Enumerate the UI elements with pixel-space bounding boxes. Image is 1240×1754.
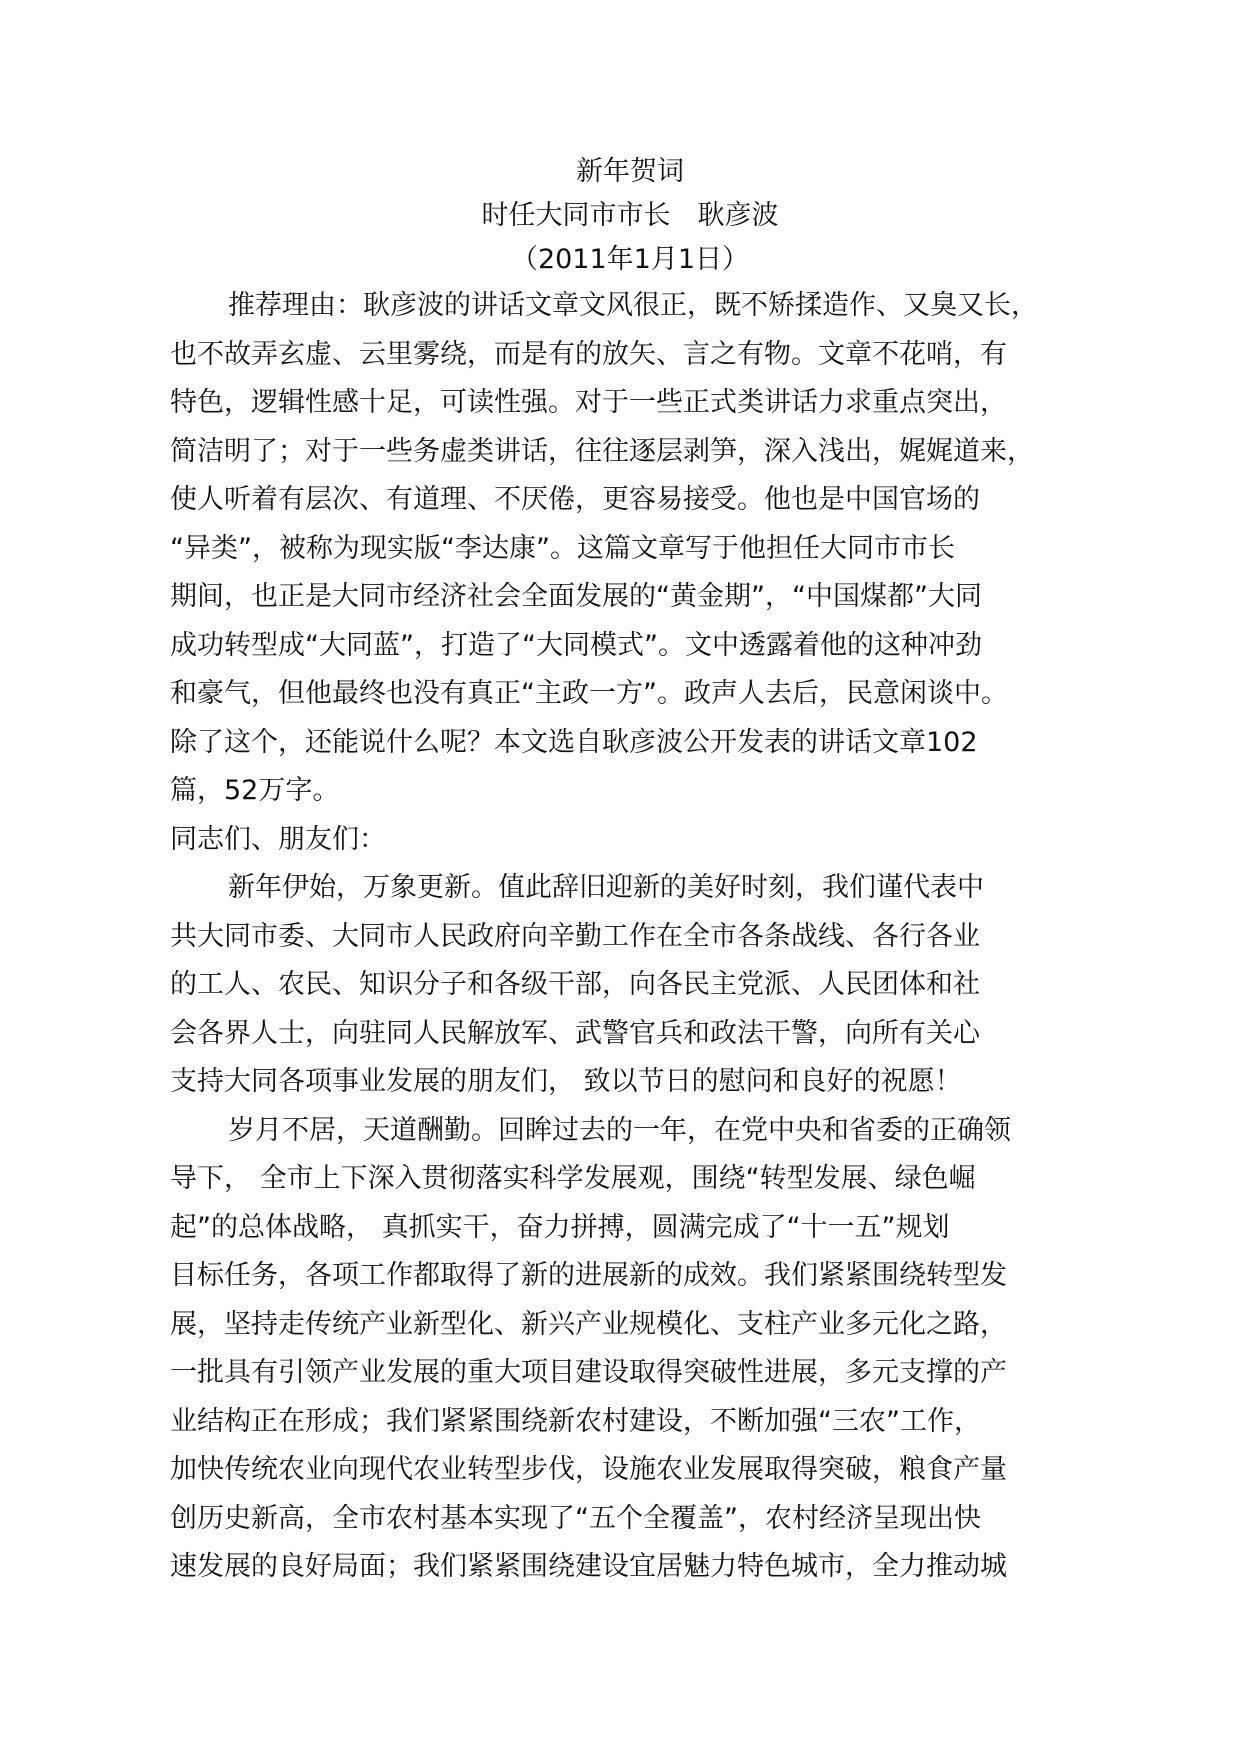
text-line: 成功转型成“大同蓝”，打造了“大同模式”。文中透露着他的这种冲劲	[170, 629, 982, 661]
text-line: 一批具有引领产业发展的重大项目建设取得突破性进展，多元支撑的产	[170, 1357, 1007, 1388]
document-date: （2011年1月1日）	[510, 244, 750, 275]
text-line: 除了这个，还能说什么呢？本文选自耿彦波公开发表的讲话文章102	[170, 726, 978, 758]
text-line: 推荐理由：耿彦波的讲话文章文风很正，既不矫揉造作、又臭又长，	[228, 290, 1038, 321]
text-line: 业结构正在形成；我们紧紧围绕新农村建设，不断加强“三农”工作，	[170, 1405, 981, 1437]
text-line: 创历史新高，全市农村基本实现了“五个全覆盖”，农村经济呈现出快	[170, 1502, 981, 1534]
text-line: “异类”，被称为现实版“李达康”。这篇文章写于他担任大同市市长	[170, 532, 955, 564]
text-line: 共大同市委、大同市人民政府向辛勤工作在全市各条战线、各行各业	[170, 920, 980, 952]
greeting-paragraph	[170, 864, 1090, 1107]
text-line: 期间，也正是大同市经济社会全面发展的“黄金期”，“中国煤都”大同	[170, 581, 982, 612]
text-line: 支持大同各项事业发展的朋友们， 致以节日的慰问和良好的祝愿！	[170, 1066, 962, 1097]
document-title: 新年贺词	[576, 156, 684, 187]
text-line: 导下， 全市上下深入贯彻落实科学发展观，围绕“转型发展、绿色崛	[170, 1163, 976, 1194]
text-line: 和豪气，但他最终也没有真正“主政一方”。政声人去后，民意闲谈中。	[170, 678, 1008, 709]
salutation	[170, 816, 1090, 865]
salutation-text: 同志们、朋友们：	[170, 823, 386, 855]
text-line: 新年伊始，万象更新。值此辞旧迎新的美好时刻，我们谨代表中	[228, 872, 984, 903]
text-line: 篇，52万字。	[170, 775, 340, 806]
text-line: 特色，逻辑性感十足，可读性强。对于一些正式类讲话力求重点突出，	[170, 387, 1007, 418]
text-line: 也不故弄玄虚、云里雾绕，而是有的放矢、言之有物。文章不花哨，有	[170, 338, 1007, 370]
text-line: 会各界人士，向驻同人民解放军、武警官兵和政法干警，向所有关心	[170, 1017, 980, 1049]
document-body	[170, 150, 1090, 1592]
review-paragraph	[170, 1107, 1090, 1592]
recommendation-paragraph	[170, 282, 1090, 816]
text-line: 使人听着有层次、有道理、不厌倦，更容易接受。他也是中国官场的	[170, 484, 980, 515]
text-line: 岁月不居，天道酬勤。回眸过去的一年，在党中央和省委的正确领	[228, 1114, 1011, 1146]
text-line: 加快传统农业向现代农业转型步伐，设施农业发展取得突破，粮食产量	[170, 1454, 1007, 1485]
text-line: 速发展的良好局面；我们紧紧围绕建设宜居魅力特色城市，全力推动城	[170, 1551, 1007, 1582]
text-line: 展，坚持走传统产业新型化、新兴产业规模化、支柱产业多元化之路，	[170, 1308, 1007, 1340]
text-line: 目标任务，各项工作都取得了新的进展新的成效。我们紧紧围绕转型发	[170, 1260, 1007, 1291]
document-byline: 时任大同市市长 耿彦波	[481, 200, 779, 231]
text-line: 的工人、农民、知识分子和各级干部，向各民主党派、人民团体和社	[170, 969, 980, 1000]
text-line: 简洁明了；对于一些务虚类讲话，往往逐层剥笋，深入浅出，娓娓道来，	[170, 435, 1034, 467]
text-line: 起”的总体战略， 真抓实干，奋力拼搏，圆满完成了“十一五”规划	[170, 1211, 950, 1243]
